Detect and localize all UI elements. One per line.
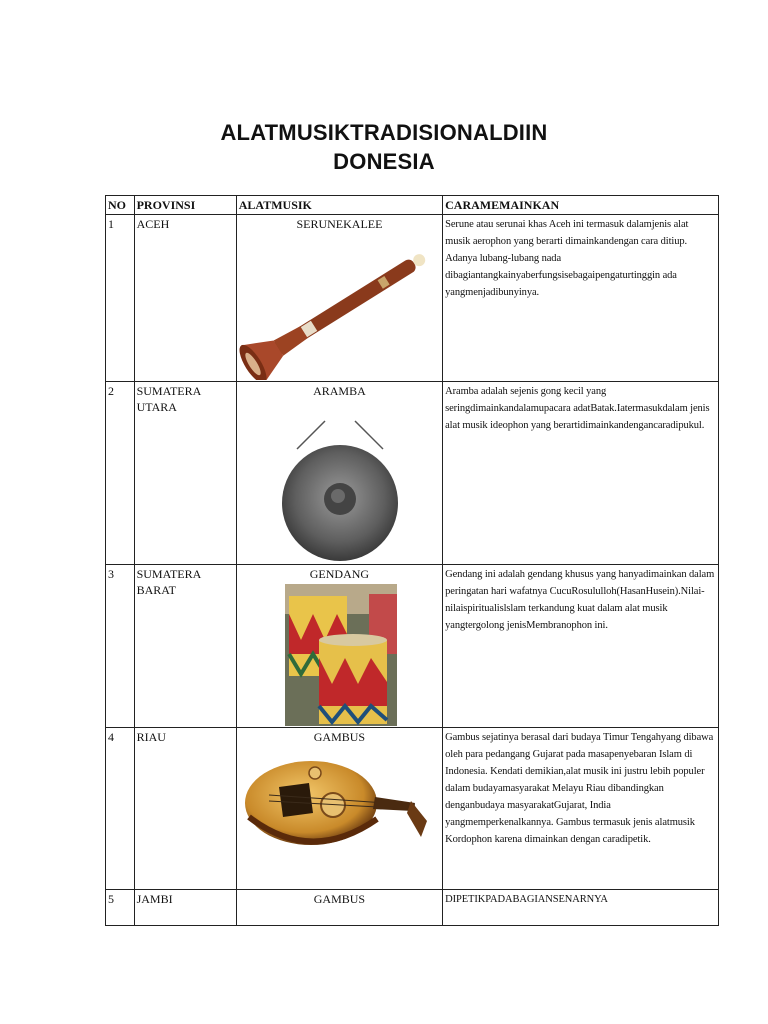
header-cara-memainkan: CARAMEMAINKAN xyxy=(443,196,719,215)
row-alat xyxy=(236,565,442,728)
row-no: 4 xyxy=(106,728,135,890)
gendang-drum-image xyxy=(239,584,440,726)
serune-kalee-image xyxy=(239,234,440,380)
header-alat-musik: ALATMUSIK xyxy=(236,196,442,215)
row-provinsi: SUMATERA UTARA xyxy=(134,382,236,565)
row-alat xyxy=(236,890,442,926)
header-provinsi: PROVINSI xyxy=(134,196,236,215)
row-cara xyxy=(443,565,719,728)
row-alat xyxy=(236,728,442,890)
page-title xyxy=(0,118,768,176)
cara-text: Gambus sejatinya berasal dari budaya Timur Tengahyang dibawa oleh para pedangang Gujarat pada masapenyebaran Islam di Indonesia. Kendati demikian,alat musik ini justru lebih populer dalam budayamasyarakat Melayu Riau dibandingkan denganbudaya masyarakatGujarat, India yangmemperkenalkannya. Gambus termasuk jenis alatmusik Kordophon karena dimainkan dengan caradipetik. xyxy=(445,732,714,845)
cara-text: Aramba adalah sejenis gong kecil yang seringdimainkandalamupacara adatBatak.Iatermasukdalam jenis alat musik ideophon yang berartidimainkandengancaradipukul. xyxy=(445,386,710,431)
row-provinsi: JAMBI xyxy=(134,890,236,926)
instrument-name: ARAMBA xyxy=(313,384,366,398)
instrument-table xyxy=(105,195,719,926)
row-no: 1 xyxy=(106,215,135,382)
row-alat xyxy=(236,215,442,382)
header-no: NO xyxy=(106,196,135,215)
page-title-line-2: DONESIA xyxy=(333,149,435,174)
gambus-lute-image xyxy=(239,747,440,867)
row-provinsi: RIAU xyxy=(134,728,236,890)
row-alat xyxy=(236,382,442,565)
table-row xyxy=(106,565,719,728)
row-provinsi: ACEH xyxy=(134,215,236,382)
instrument-name: GENDANG xyxy=(309,567,370,581)
table-row xyxy=(106,728,719,890)
table-header-row xyxy=(106,196,719,215)
cara-text: Gendang ini adalah gendang khusus yang hanyadimainkan dalam peringatan hari wafatnya CucuRosululloh(HasanHusein).Nilai-nilaispiritualislslam terkandung kuat dalam alat musik yangtergolong jenisMembranophon ini. xyxy=(445,569,715,631)
row-no: 3 xyxy=(106,565,135,728)
row-provinsi: SUMATERA BARAT xyxy=(134,565,236,728)
row-cara xyxy=(443,728,719,890)
cara-text: Serune atau serunai khas Aceh ini termasuk dalamjenis alat musik aerophon yang berarti dimainkandengan cara ditiup. Adanya lubang-lubang nada dibagiantangkainyaberfungsisebagaipengaturtinggin ada yangmenjadibunyinya. xyxy=(445,219,689,298)
row-cara xyxy=(443,890,719,926)
table-row xyxy=(106,382,719,565)
table-row xyxy=(106,215,719,382)
page-title-line-1: ALATMUSIKTRADISIONALDIIN xyxy=(220,120,548,145)
instrument-name: GAMBUS xyxy=(313,892,366,906)
table-row xyxy=(106,890,719,926)
row-cara xyxy=(443,215,719,382)
row-cara xyxy=(443,382,719,565)
aramba-gong-image xyxy=(239,401,440,563)
row-no: 5 xyxy=(106,890,135,926)
row-no: 2 xyxy=(106,382,135,565)
instrument-name: SERUNEKALEE xyxy=(296,217,383,231)
cara-text: DIPETIKPADABAGIANSENARNYA xyxy=(445,894,608,905)
instrument-name: GAMBUS xyxy=(313,730,366,744)
